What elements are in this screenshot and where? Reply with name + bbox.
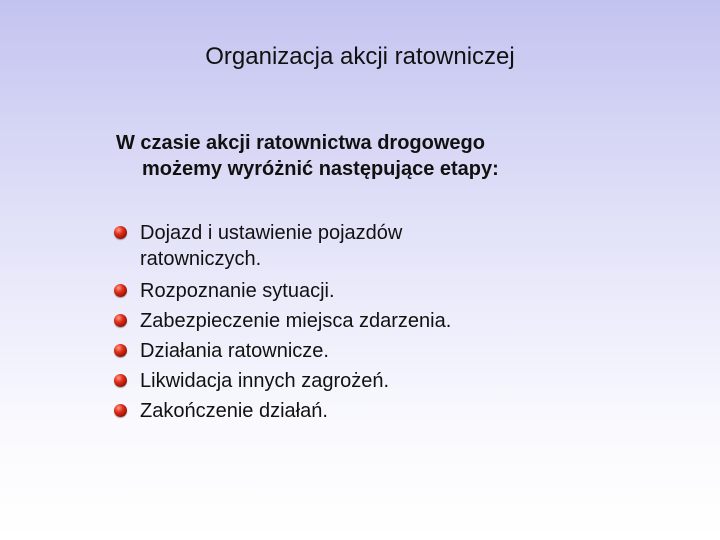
step-text: Zakończenie działań.	[140, 400, 328, 422]
slide-title: Organizacja akcji ratowniczej	[205, 43, 515, 70]
intro-line-2: możemy wyróżnić następujące etapy:	[142, 158, 499, 180]
step-text: Działania ratownicze.	[140, 340, 329, 362]
step-text: Likwidacja innych zagrożeń.	[140, 370, 390, 392]
step-text: Zabezpieczenie miejsca zdarzenia.	[140, 310, 452, 332]
bullet-icon	[114, 374, 127, 387]
list-item	[114, 276, 634, 306]
bullet-icon	[114, 314, 127, 327]
bullet-icon	[114, 344, 127, 357]
bullet-icon	[114, 226, 127, 239]
steps-list	[114, 220, 634, 426]
step-text-line-1: Dojazd i ustawienie pojazdów	[140, 222, 403, 244]
list-item	[114, 336, 634, 366]
list-item	[114, 396, 634, 426]
list-item	[114, 220, 634, 272]
intro-text	[116, 130, 676, 182]
list-item	[114, 306, 634, 336]
bullet-icon	[114, 284, 127, 297]
step-text: Rozpoznanie sytuacji.	[140, 280, 335, 302]
intro-line-1: W czasie akcji ratownictwa drogowego	[116, 132, 485, 154]
list-item	[114, 366, 634, 396]
bullet-icon	[114, 404, 127, 417]
step-text-line-2: ratowniczych.	[140, 248, 262, 270]
